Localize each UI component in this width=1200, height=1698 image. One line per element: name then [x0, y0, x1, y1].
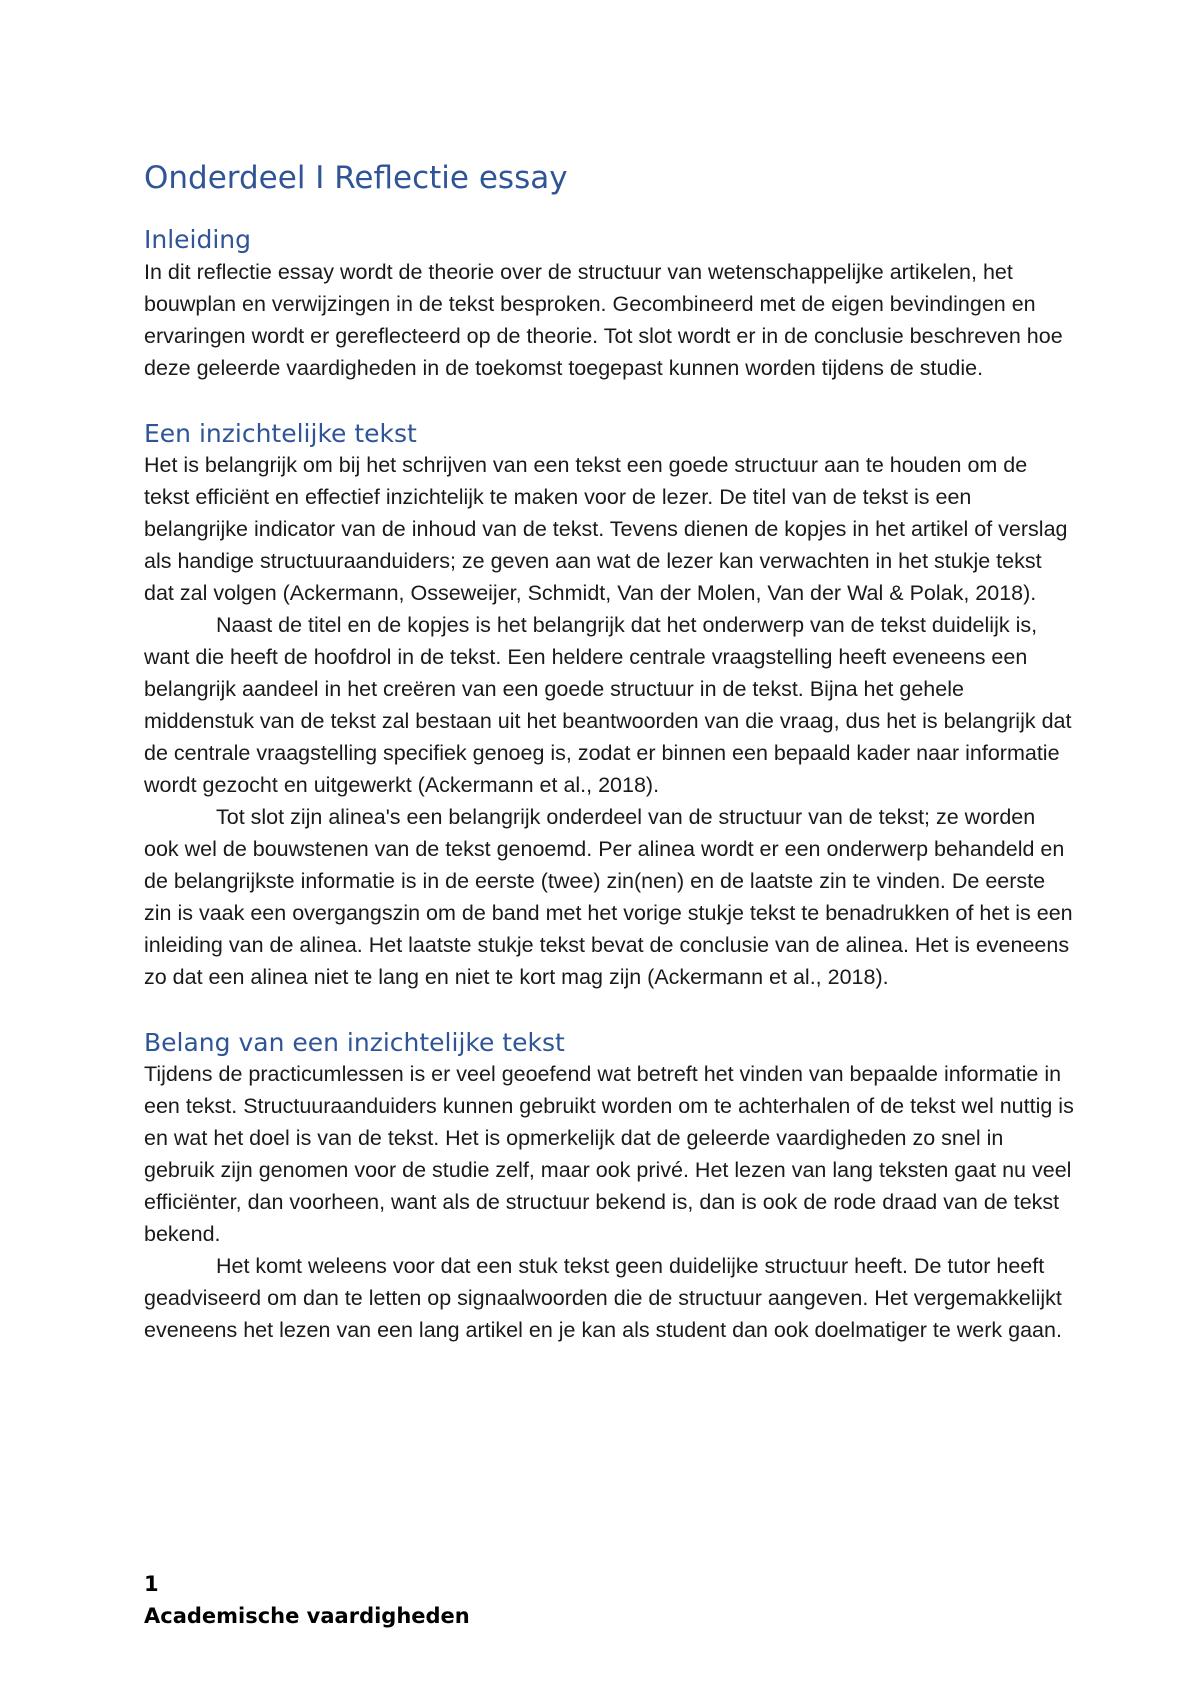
paragraph: Tot slot zijn alinea's een belangrijk onderdeel van de structuur van de tekst; ze worden ook wel de bouwstenen van de tekst genoemd. Per alinea wordt er een onderwerp behandeld en de belangrijkste informatie is in de eerste (twee) zin(nen) en de laatste zin te vinden. De eerste zin is vaak een overgangszin om de band met het vorige stukje tekst te benadrukken of het is een inleiding van de alinea. Het laatste stukje tekst bevat de conclusie van de alinea. Het is eveneens zo dat een alinea niet te lang en niet te kort mag zijn (Ackermann et al., 2018).: [144, 804, 1073, 989]
paragraph: Het is belangrijk om bij het schrijven van een tekst een goede structuur aan te houden om de tekst efficiënt en effectief inzichtelijk te maken voor de lezer. De titel van de tekst is een belangrijke indicator van de inhoud van de tekst. Tevens dienen de kopjes in het artikel of verslag als handige structuuraanduiders; ze geven aan wat de lezer kan verwachten in het stukje tekst dat zal volgen (Ackermann, Osseweijer, Schmidt, Van der Molen, Van der Wal & Polak, 2018).: [144, 452, 1068, 605]
section-heading: Belang van een inzichtelijke tekst: [144, 1027, 565, 1057]
page-number: 1: [144, 1572, 159, 1596]
section-inleiding: [144, 224, 1074, 383]
section-heading: Inleiding: [144, 225, 252, 255]
section-belang-van-een-inzichtelijke-tekst: [144, 1027, 1074, 1346]
document-content: [144, 158, 1074, 1380]
section-een-inzichtelijke-tekst: [144, 418, 1074, 993]
section-heading: Een inzichtelijke tekst: [144, 418, 417, 448]
document-title: Onderdeel I Reflectie essay: [144, 160, 568, 196]
paragraph: In dit reflectie essay wordt de theorie over de structuur van wetenschappelijke artikelen, het bouwplan en verwijzingen in de tekst besproken. Gecombineerd met de eigen bevindingen en ervaringen wordt er gereflecteerd op de theorie. Tot slot wordt er in de conclusie beschreven hoe deze geleerde vaardigheden in de toekomst toegepast kunnen worden tijdens de studie.: [144, 259, 1063, 380]
footer-label: Academische vaardigheden: [144, 1604, 470, 1628]
page-footer: [144, 1568, 470, 1632]
paragraph: Naast de titel en de kopjes is het belangrijk dat het onderwerp van de tekst duidelijk is, want die heeft de hoofdrol in de tekst. Een heldere centrale vraagstelling heeft eveneens een belangrijk aandeel in het creëren van een goede structuur in de tekst. Bijna het gehele middenstuk van de tekst zal bestaan uit het beantwoorden van die vraag, dus het is belangrijk dat de centrale vraagstelling specifiek genoeg is, zodat er binnen een bepaald kader naar informatie wordt gezocht en uitgewerkt (Ackermann et al., 2018).: [144, 612, 1072, 797]
paragraph: Het komt weleens voor dat een stuk tekst geen duidelijke structuur heeft. De tutor heeft geadviseerd om dan te letten op signaalwoorden die de structuur aangeven. Het vergemakkelijkt eveneens het lezen van een lang artikel en je kan als student dan ook doelmatiger te werk gaan.: [144, 1254, 1062, 1343]
paragraph: Tijdens de practicumlessen is er veel geoefend wat betreft het vinden van bepaalde informatie in een tekst. Structuuraanduiders kunnen gebruikt worden om te achterhalen of de tekst wel nuttig is en wat het doel is van de tekst. Het is opmerkelijk dat de geleerde vaardigheden zo snel in gebruik zijn genomen voor de studie zelf, maar ook privé. Het lezen van lang teksten gaat nu veel efficiënter, dan voorheen, want als de structuur bekend is, dan is ook de rode draad van de tekst bekend.: [144, 1062, 1074, 1247]
